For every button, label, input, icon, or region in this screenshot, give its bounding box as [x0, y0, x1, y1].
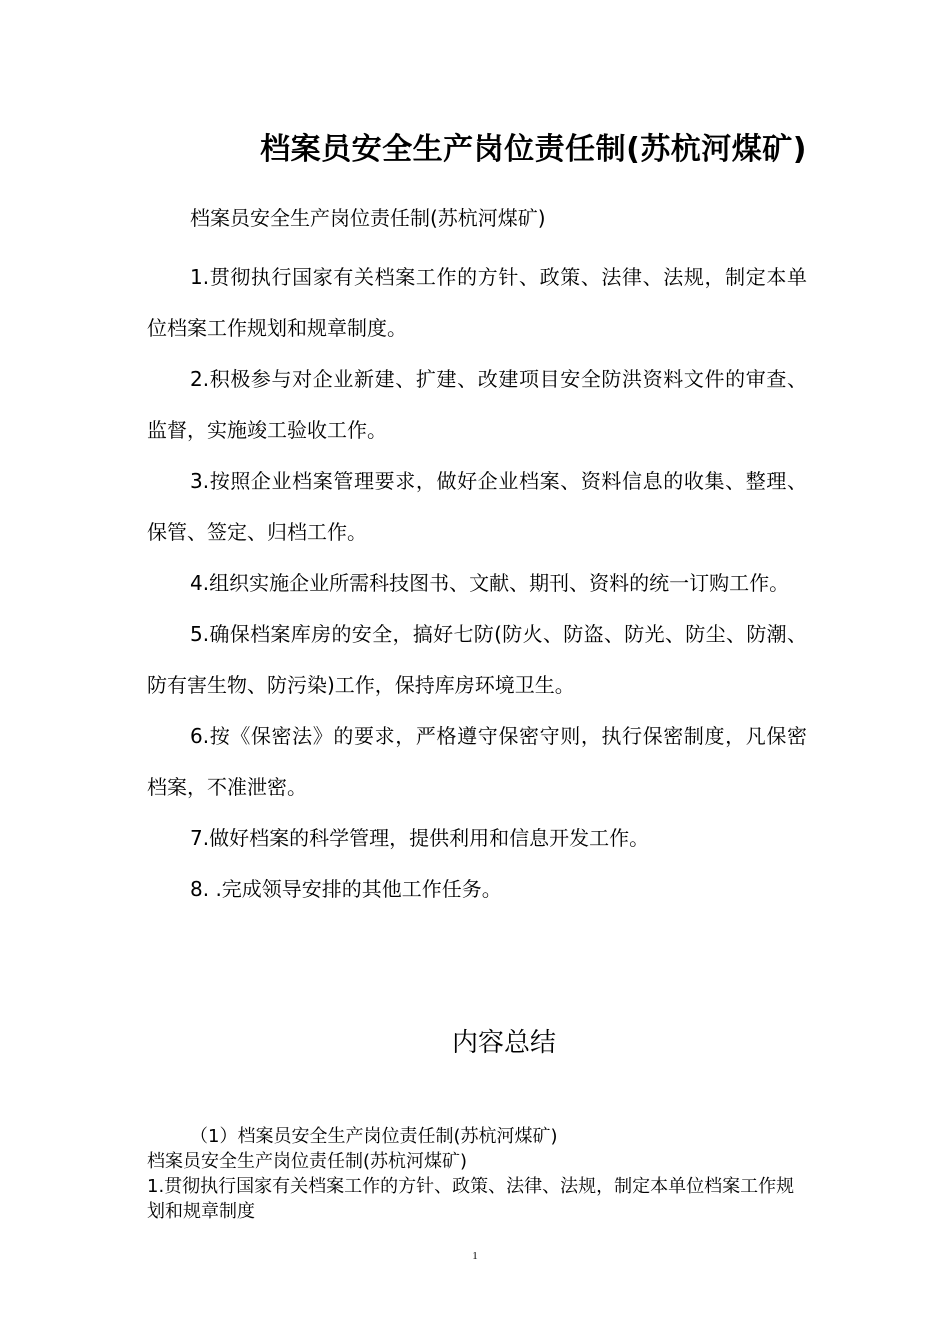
- page-number: 1: [472, 1250, 478, 1262]
- list-item: 1.贯彻执行国家有关档案工作的方针、政策、法律、法规，制定本单位档案工作规划和规章制度。: [147, 265, 807, 340]
- summary-line: 档案员安全生产岗位责任制(苏杭河煤矿): [147, 1151, 468, 1172]
- list-item: 4.组织实施企业所需科技图书、文献、期刊、资料的统一订购工作。: [190, 571, 790, 595]
- summary-heading: 内容总结: [451, 1028, 556, 1058]
- list-item: 5.确保档案库房的安全，搞好七防(防火、防盗、防光、防尘、防潮、防有害生物、防污染)工作，保持库房环境卫生。: [147, 622, 807, 697]
- list-item: 7.做好档案的科学管理，提供利用和信息开发工作。: [190, 826, 650, 850]
- summary-line: （1）档案员安全生产岗位责任制(苏杭河煤矿): [190, 1126, 558, 1147]
- list-item: 3.按照企业档案管理要求，做好企业档案、资料信息的收集、整理、保管、签定、归档工作。: [147, 469, 807, 544]
- summary-line: 1.贯彻执行国家有关档案工作的方针、政策、法律、法规，制定本单位档案工作规划和规章制度: [147, 1176, 795, 1222]
- list-item: 8. .完成领导安排的其他工作任务。: [190, 877, 502, 901]
- document-subtitle: 档案员安全生产岗位责任制(苏杭河煤矿): [190, 206, 546, 230]
- summary-section: [147, 1124, 807, 1224]
- responsibility-list: [147, 252, 807, 915]
- document-title: 档案员安全生产岗位责任制(苏杭河煤矿): [260, 132, 807, 167]
- list-item: 6.按《保密法》的要求，严格遵守保密守则，执行保密制度，凡保密档案，不准泄密。: [147, 724, 807, 799]
- list-item: 2.积极参与对企业新建、扩建、改建项目安全防洪资料文件的审查、监督，实施竣工验收工作。: [147, 367, 807, 442]
